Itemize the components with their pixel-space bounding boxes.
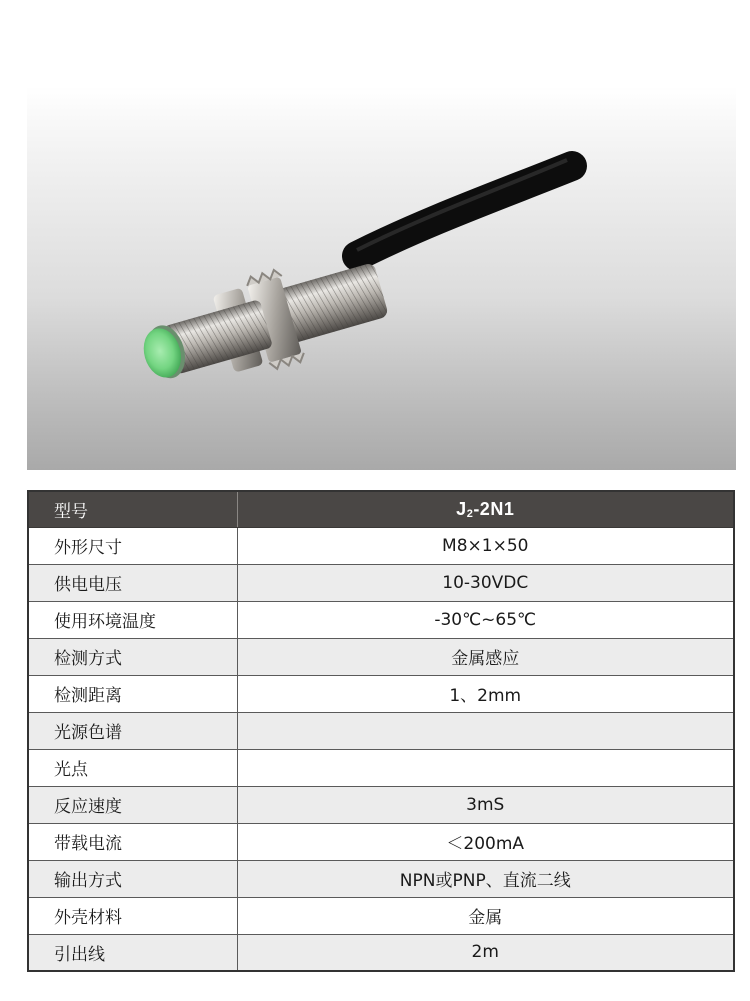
spec-value <box>237 712 734 749</box>
spec-value: 1、2mm <box>237 675 734 712</box>
spec-value: M8×1×50 <box>237 527 734 564</box>
spec-row <box>28 712 734 749</box>
spec-label: 光源色谱 <box>28 712 237 749</box>
product-photo <box>27 86 736 470</box>
spec-value: 3mS <box>237 786 734 823</box>
model-value <box>237 491 734 527</box>
model-rest: -2N1 <box>473 498 515 519</box>
spec-label: 使用环境温度 <box>28 601 237 638</box>
spec-value: 10-30VDC <box>237 564 734 601</box>
spec-label: 光点 <box>28 749 237 786</box>
model-subscript: 2 <box>466 507 474 520</box>
spec-value <box>237 749 734 786</box>
model-label: 型号 <box>28 491 237 527</box>
spec-label: 检测方式 <box>28 638 237 675</box>
spec-value: ＜200mA <box>237 823 734 860</box>
spec-row <box>28 860 734 897</box>
spec-table <box>27 490 735 972</box>
spec-label: 带载电流 <box>28 823 237 860</box>
spec-value: 金属感应 <box>237 638 734 675</box>
spec-row <box>28 675 734 712</box>
spec-label: 输出方式 <box>28 860 237 897</box>
spec-value: 金属 <box>237 897 734 934</box>
spec-row <box>28 934 734 971</box>
spec-row <box>28 823 734 860</box>
spec-value: NPN或PNP、直流二线 <box>237 860 734 897</box>
model-main: J <box>456 498 467 519</box>
spec-row <box>28 897 734 934</box>
spec-label: 引出线 <box>28 934 237 971</box>
spec-label: 供电电压 <box>28 564 237 601</box>
spec-row <box>28 786 734 823</box>
spec-label: 外壳材料 <box>28 897 237 934</box>
spec-value: -30℃~65℃ <box>237 601 734 638</box>
spec-row <box>28 564 734 601</box>
spec-row <box>28 749 734 786</box>
proximity-sensor-illustration <box>27 86 736 470</box>
spec-row <box>28 527 734 564</box>
spec-value: 2m <box>237 934 734 971</box>
spec-label: 外形尺寸 <box>28 527 237 564</box>
spec-row <box>28 638 734 675</box>
spec-row <box>28 601 734 638</box>
spec-header-row <box>28 491 734 527</box>
spec-label: 检测距离 <box>28 675 237 712</box>
spec-label: 反应速度 <box>28 786 237 823</box>
